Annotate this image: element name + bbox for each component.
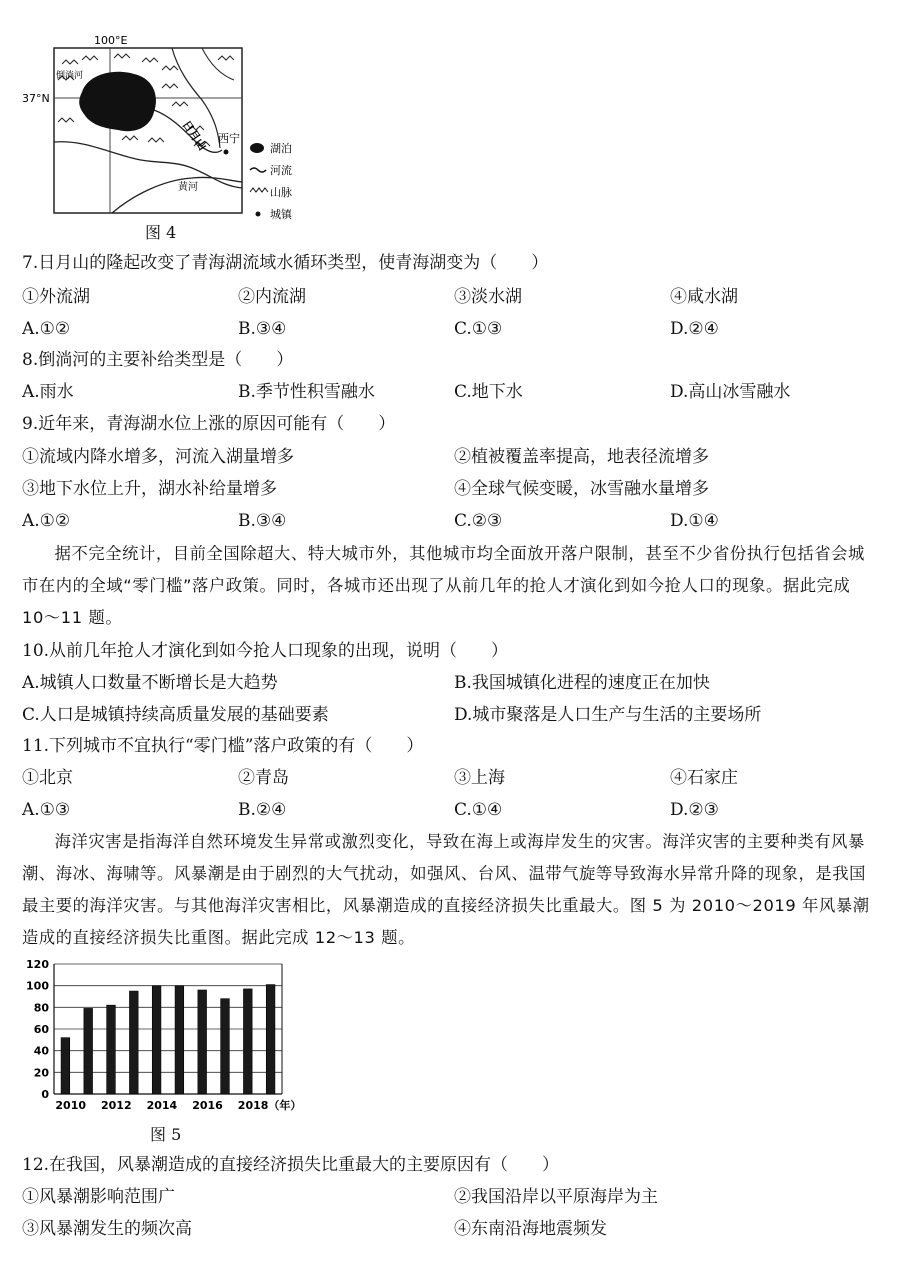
q11-choice-d: D.②③ [670,800,719,820]
x-tick-label: 2012 [101,1099,132,1112]
map-svg [22,30,312,220]
y-tick-label: 60 [33,1023,49,1036]
legend-river-symbol [250,168,266,172]
q8-stem: 8.倒淌河的主要补给类型是（ ） [22,350,294,370]
q9-choice-c: C.②③ [454,511,503,531]
q11-choice-a: A.①③ [22,800,71,820]
q12-item-2: ②我国沿岸以平原海岸为主 [454,1187,658,1207]
q12-item-4: ④东南沿海地震频发 [454,1219,607,1239]
bar-2017 [221,999,230,1094]
map-label-riyueshan: 日月山 [179,118,210,153]
bar-chart-svg [22,956,322,1116]
legend-river: 河流 [270,164,292,177]
q9-item-1: ①流域内降水增多，河流入湖量增多 [22,447,294,467]
bar-2014 [152,986,161,1094]
bar-2015 [175,986,184,1094]
bar-2018 [243,989,252,1094]
q11-item-2: ②青岛 [238,768,289,788]
y-tick-label: 80 [33,1001,49,1015]
q9-item-3: ③地下水位上升，湖水补给量增多 [22,479,277,499]
figure-5-chart [22,956,322,1116]
legend-mountain: 山脉 [270,186,292,199]
x-tick-label: 2010 [55,1099,87,1112]
figure-5-caption: 图 5 [150,1125,182,1144]
y-tick-label: 20 [33,1066,49,1080]
bar-2016 [198,990,207,1094]
q11-item-1: ①北京 [22,768,73,788]
q9-choice-a: A.①② [22,511,71,531]
bar-2011 [84,1008,93,1094]
lat-label: 37°N [22,92,50,105]
q11-choice-b: B.②④ [238,800,287,820]
legend-lake: 湖泊 [270,142,292,155]
river-1 [54,142,242,188]
q12-item-3: ③风暴潮发生的频次高 [22,1219,192,1239]
q11-stem: 11.下列城市不宜执行“零门槛”落户政策的有（ ） [22,736,424,756]
q8-choice-a: A.雨水 [22,382,74,402]
q12-stem: 12.在我国，风暴潮造成的直接经济损失比重最大的主要原因有（ ） [22,1155,560,1175]
y-tick-label: 120 [26,958,49,971]
x-tick-label: 2018（年） [237,1099,302,1112]
bar-2013 [129,991,138,1094]
figure-4-map [22,30,312,220]
q7-stem: 7.日月山的隆起改变了青海湖流域水循环类型，使青海湖变为（ ） [22,253,549,273]
river-3 [202,48,234,80]
figure-4-caption: 图 4 [145,223,177,242]
legend-city: 城镇 [270,208,292,220]
q7-item-1: ①外流湖 [22,287,90,307]
q7-item-4: ④咸水湖 [670,287,738,307]
map-label-xining: 西宁 [218,132,240,145]
q10-choice-d: D.城市聚落是人口生产与生活的主要场所 [454,705,762,725]
y-tick-label: 100 [26,979,49,993]
y-tick-label: 0 [41,1088,49,1101]
q9-item-4: ④全球气候变暖，冰雪融水量增多 [454,479,709,499]
q7-choice-b: B.③④ [238,319,287,339]
bar-2010 [61,1038,70,1094]
passage-storm-surge: 海洋灾害是指海洋自然环境发生异常或激烈变化，导致在海上或海岸发生的灾害。海洋灾害的主要种类有风暴潮、海冰、海啸等。风暴潮是由于剧烈的大气扰动，如强风、台风、温带气旋等导致海水异常升降的现象，是我国最主要的海洋灾害。与其他海洋灾害相比，风暴潮造成的直接经济损失比重最大。图 5 为 2010～2019 年风暴潮造成的直接经济损失比重图。据此完成 12～13 题。 [22,832,870,947]
legend-mountain-symbol [250,188,268,192]
q7-choice-d: D.②④ [670,319,719,339]
map-label-huanghe: 黄河 [178,182,198,193]
q7-item-2: ②内流湖 [238,287,306,307]
q9-choice-b: B.③④ [238,511,287,531]
q9-stem: 9.近年来，青海湖水位上涨的原因可能有（ ） [22,414,396,434]
q11-item-4: ④石家庄 [670,768,738,788]
passage-population: 据不完全统计，目前全国除超大、特大城市外，其他城市均全面放开落户限制，甚至不少省份执行包括省会城市在内的全域“零门槛”落户政策。同时，各城市还出现了从前几年的抢人才演化到如今抢人口的现象。据此完成 10～11 题。 [22,544,865,627]
q9-choice-d: D.①④ [670,511,719,531]
q8-choice-c: C.地下水 [454,382,523,402]
q12-item-1: ①风暴潮影响范围广 [22,1187,175,1207]
map-label-daotanghe: 倒淌河 [56,71,84,81]
q11-item-3: ③上海 [454,768,505,788]
q7-item-3: ③淡水湖 [454,287,522,307]
q9-item-2: ②植被覆盖率提高，地表径流增多 [454,447,709,467]
legend-city-symbol [256,212,261,217]
bar-2019 [266,985,275,1094]
q11-choice-c: C.①④ [454,800,503,820]
q10-choice-c: C.人口是城镇持续高质量发展的基础要素 [22,705,329,725]
q10-stem: 10.从前几年抢人才演化到如今抢人口现象的出现，说明（ ） [22,641,509,661]
q8-choice-d: D.高山冰雪融水 [670,382,791,402]
lon-label: 100°E [94,34,128,47]
q7-choice-c: C.①③ [454,319,503,339]
bar-2012 [107,1005,116,1094]
map-legend [250,141,293,220]
qinghai-lake [79,72,156,131]
q10-choice-b: B.我国城镇化进程的速度正在加快 [454,673,710,693]
legend-lake-symbol [250,143,264,153]
q10-choice-a: A.城镇人口数量不断增长是大趋势 [22,673,278,693]
x-tick-label: 2014 [146,1099,178,1112]
city-xining [224,150,229,155]
q8-choice-b: B.季节性积雪融水 [238,382,375,402]
q7-choice-a: A.①② [22,319,71,339]
x-tick-label: 2016 [192,1099,223,1112]
y-tick-label: 40 [33,1044,49,1058]
